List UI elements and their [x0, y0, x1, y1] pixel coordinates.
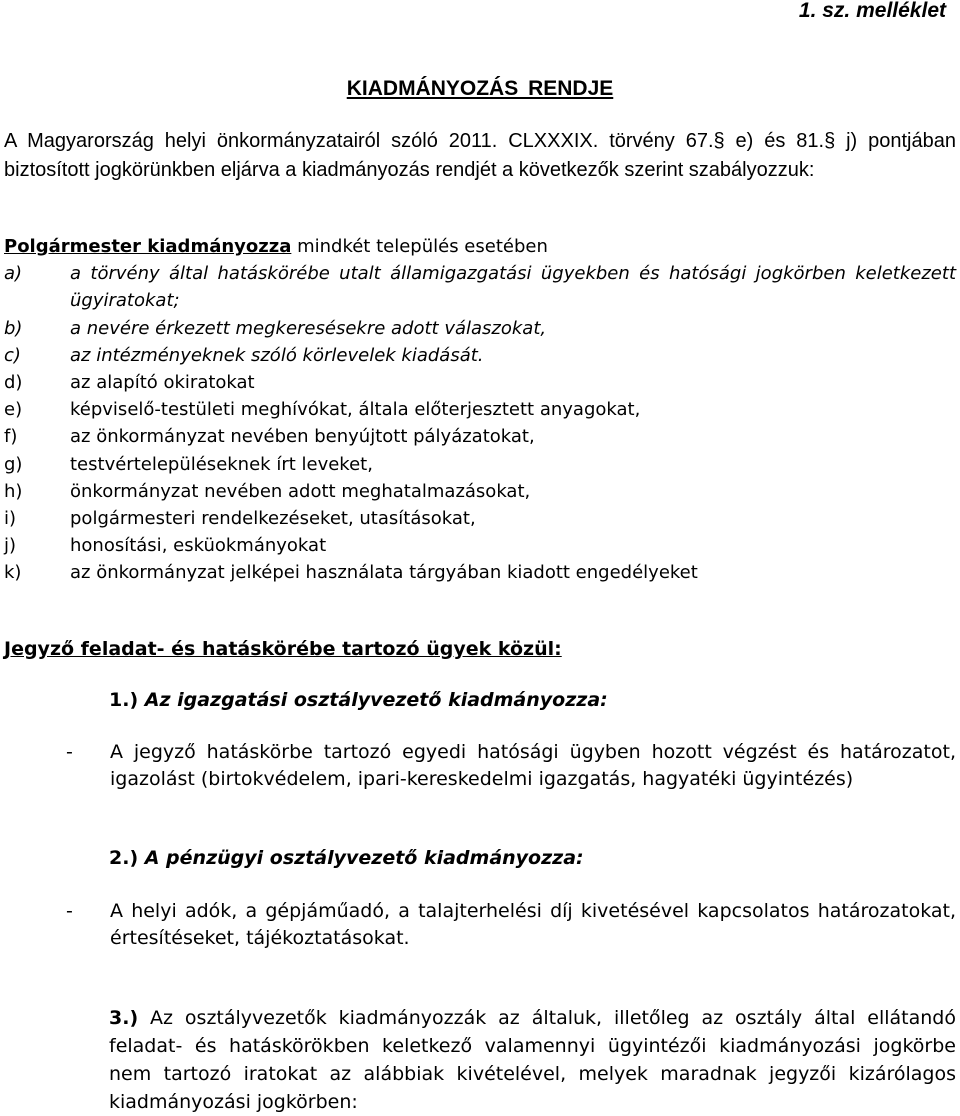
mayor-item-b	[4, 315, 956, 342]
item-label: g)	[4, 453, 23, 475]
section-number: 2.)	[109, 847, 139, 869]
mayor-item-e	[4, 396, 956, 423]
item-label: j)	[4, 535, 17, 557]
item-label: h)	[4, 480, 23, 502]
item-label: d)	[4, 372, 23, 394]
item-text: polgármesteri rendelkezéseket, utasításokat,	[70, 508, 476, 530]
mayor-item-i	[4, 505, 956, 532]
section-1-heading	[109, 687, 608, 713]
section-number: 3.)	[109, 1007, 139, 1029]
annex-label: 1. sz. melléklet	[798, 0, 946, 22]
notary-heading: Jegyző feladat- és hatáskörébe tartozó ügyek közül:	[4, 638, 562, 660]
mayor-item-f	[4, 423, 956, 450]
item-label: e)	[4, 399, 23, 421]
item-label: c)	[4, 344, 21, 366]
section-3-text: Az osztályvezetők kiadmányozzák az általuk, illetőleg az osztály által ellátandó feladat- és hatáskörökben keletkező valamennyi ügyintézői kiadmányozási jogkörbe nem tartozó iratokat az alábbiak kivételével, melyek maradnak jegyzői kizárólagos kiadmányozási jogkörben:	[109, 1007, 956, 1113]
dash-bullet: -	[66, 741, 73, 763]
section-title: Az igazgatási osztályvezető kiadmányozza:	[138, 689, 608, 711]
mayor-item-d	[4, 369, 956, 396]
mayor-item-g	[4, 451, 956, 478]
mayor-heading-strong: Polgármester kiadmányozza	[4, 236, 292, 257]
item-text: az intézményeknek szóló körlevelek kiadását.	[70, 344, 484, 366]
item-label: b)	[4, 317, 23, 339]
mayor-item-c	[4, 342, 956, 369]
mayor-section	[4, 233, 956, 587]
mayor-item-k	[4, 559, 956, 586]
item-text: önkormányzat nevében adott meghatalmazásokat,	[70, 480, 531, 502]
section-3-paragraph	[109, 1004, 956, 1116]
item-text: a törvény által hatáskörébe utalt államigazgatási ügyekben és hatósági jogkörben keletkezett ügyiratokat;	[70, 263, 956, 312]
item-text: a nevére érkezett megkeresésekre adott válaszokat,	[70, 317, 547, 339]
mayor-item-a	[4, 260, 956, 314]
document-title: KIADMÁNYOZÁS RENDJE	[346, 77, 614, 100]
item-text: testvértelepüléseknek írt leveket,	[70, 453, 373, 475]
mayor-heading-rest: mindkét település esetében	[291, 236, 548, 257]
item-text: az önkormányzat nevében benyújtott pályázatokat,	[70, 426, 535, 448]
item-text: az alapító okiratokat	[70, 372, 255, 394]
intro-paragraph: A Magyarország helyi önkormányzatairól szóló 2011. CLXXXIX. törvény 67.§ e) és 81.§ j) pontjában biztosított jogkörünkben eljárva a kiadmányozás rendjét a következők szerint szabályozzuk:	[4, 130, 956, 181]
item-text: az önkormányzat jelképei használata tárgyában kiadott engedélyeket	[70, 562, 698, 584]
item-label: k)	[4, 562, 22, 584]
mayor-item-j	[4, 532, 956, 559]
section-1-text: A jegyző hatáskörbe tartozó egyedi hatósági ügyben hozott végzést és határozatot, igazolást (birtokvédelem, ipari-kereskedelmi igazgatás, hagyatéki ügyintézés)	[110, 741, 956, 790]
section-title: A pénzügyi osztályvezető kiadmányozza:	[138, 847, 584, 869]
mayor-item-h	[4, 478, 956, 505]
item-label: i)	[4, 508, 17, 530]
item-label: a)	[4, 263, 23, 285]
item-text: képviselő-testületi meghívókat, általa előterjesztett anyagokat,	[70, 399, 641, 421]
section-1-item	[66, 739, 956, 793]
dash-bullet: -	[66, 900, 73, 922]
section-number: 1.)	[109, 689, 139, 711]
item-label: f)	[4, 426, 18, 448]
section-2-item	[66, 898, 956, 952]
section-2-text: A helyi adók, a gépjáműadó, a talajterhelési díj kivetésével kapcsolatos határozatokat, értesítéseket, tájékoztatásokat.	[110, 900, 956, 949]
mayor-heading	[4, 233, 956, 260]
section-2-heading	[109, 845, 584, 871]
item-text: honosítási, esküokmányokat	[70, 535, 327, 557]
